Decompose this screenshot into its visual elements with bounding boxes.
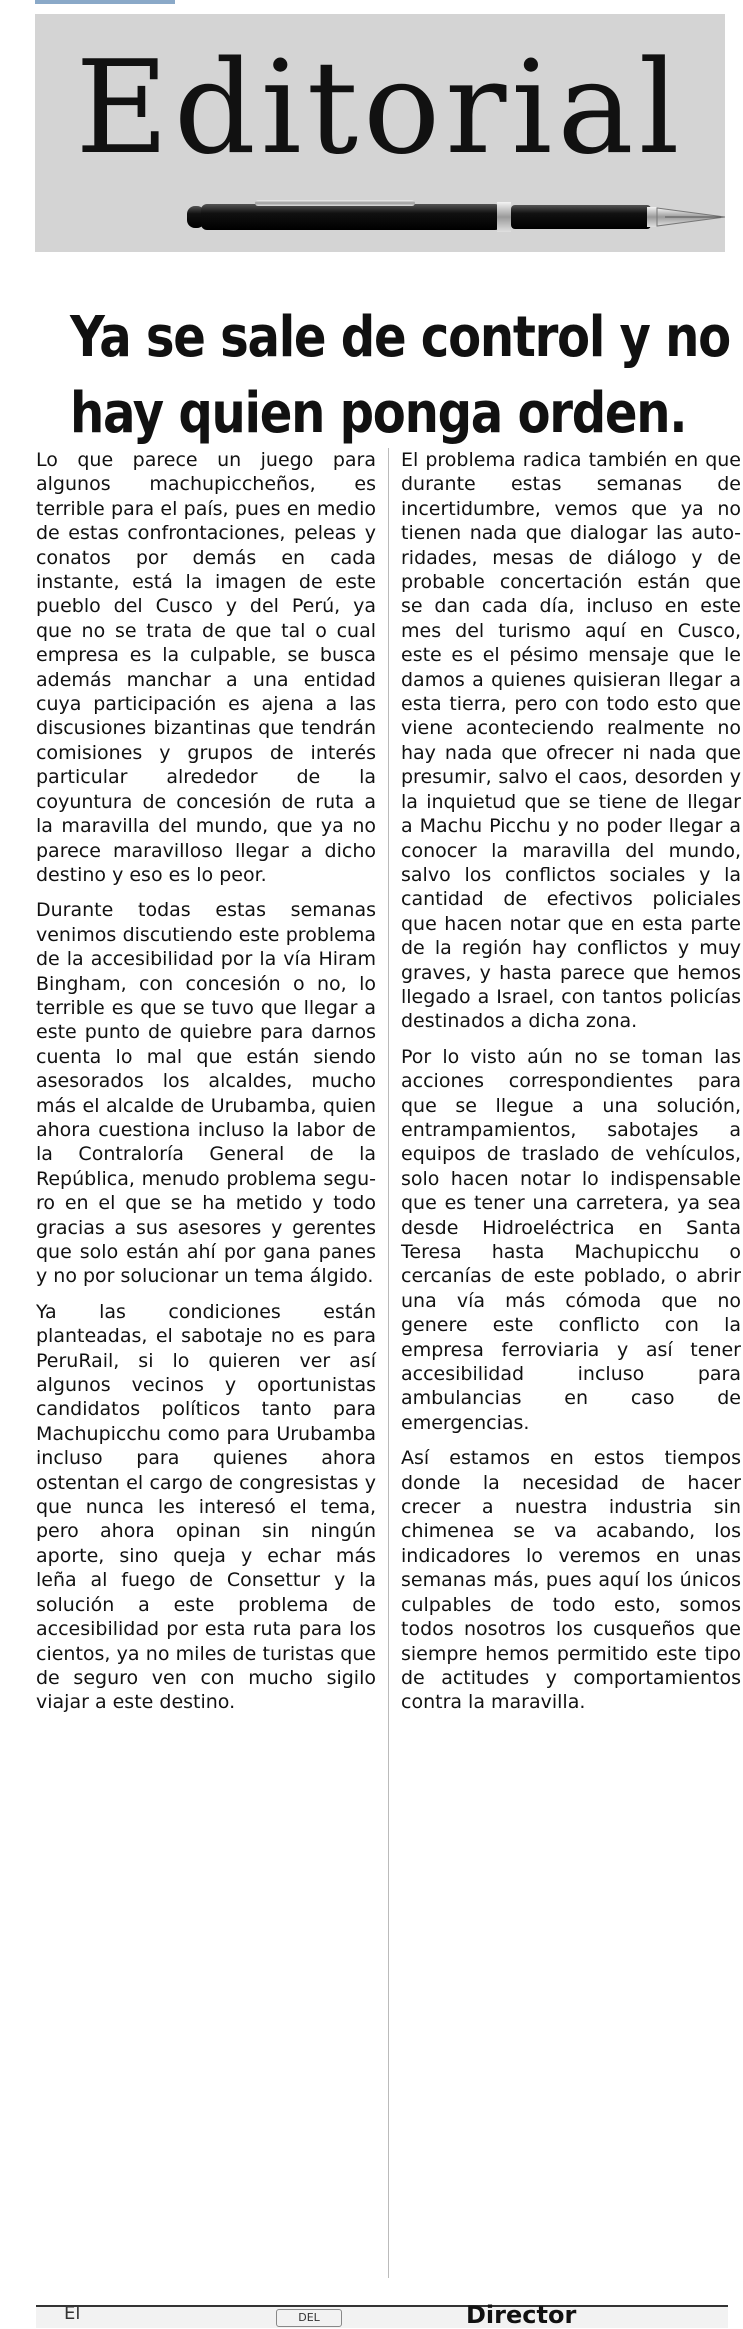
headline-line-2: hay quien ponga orden. xyxy=(70,380,687,446)
paragraph: Lo que parece un juego para algunos machupiccheños, es terrible para el país, pues en medio de estas confrontaciones, peleas y conatos por demás en cada instante, está la imagen de este pueblo del Cusco y del Perú, ya que no se trata de que tal o cual empresa es la culpable, se busca además manchar a una entidad cuya participación es ajena a las discusiones bizantinas que tendrán comisiones y grupos de interés particular alrededor de la coyuntura de concesión de ruta a la maravilla del mundo, que ya no parece maravilloso llegar a dicho destino y eso es lo peor. xyxy=(36,449,376,886)
footer-strip xyxy=(36,2301,728,2329)
footer-right-text: Director xyxy=(466,2301,577,2329)
editorial-banner xyxy=(35,14,725,252)
article-body xyxy=(36,448,741,2298)
paragraph: Por lo visto aún no se toman las acciones correspondientes para que se llegue a una solución, entrampamientos, sabotajes a equipos de traslado de vehículos, solo hacen notar lo indispensable que es tener una carretera, ya sea desde Hidroeléctrica en Santa Teresa hasta Machupicchu o cercanías de este poblado, o abrir una vía más cómoda que no genere este conflicto con la empresa ferroviaria y así tener accesibilidad incluso para ambulancias en caso de emergencias. xyxy=(401,1045,741,1434)
top-accent-line xyxy=(35,0,175,4)
section-title: Editorial xyxy=(75,34,685,183)
paragraph: El problema radica también en que durante estas semanas de incertidumbre, vemos que ya no tienen nada que dialogar las autoridades, mesas de diálogo y de probable concertación están que se dan cada día, incluso en este mes del turismo aquí en Cusco, este es el pésimo mensaje que le damos a quienes quisieran llegar a esta tierra, pero con todo esto que viene aconteciendo realmente no hay nada que ofrecer ni nada que presumir, salvo el caos, desorden y la inquietud que se tiene de llegar a Machu Picchu y no poder llegar a conocer la maravilla del mundo, salvo los conflictos sociales y la cantidad de efectivos policiales que hacen notar que en esta parte de la región hay conflictos y muy graves, y hasta parece que hemos llegado a Israel, con tantos policías destinados a dicha zona. xyxy=(401,449,741,1033)
left-column xyxy=(36,448,376,1726)
paragraph: Así estamos en estos tiempos donde la necesidad de hacer crecer a nuestra industria sin chimenea se va acabando, los indicadores lo veremos en unas semanas más, pues aquí los únicos culpables de todo esto, somos todos nosotros los cusqueños que siempre hemos permitido este tipo de actitudes y comportamientos contra la maravilla. xyxy=(401,1447,741,1714)
footer-box-label: DEL xyxy=(276,2309,342,2327)
headline-line-1: Ya se sale de control y no xyxy=(70,304,730,370)
column-divider xyxy=(388,448,389,2278)
paragraph: Ya las condiciones están planteadas, el sabotaje no es para PeruRail, si lo quieren ver así algunos vecinos y oportunistas candidatos políticos tanto para Machupicchu como para Urubamba incluso para quienes ahora ostentan el cargo de congresistas y que nunca les interesó el tema, pero ahora opinan sin ningún aporte, sino queja y echar más leña al fuego de Consettur y la solución a este problema de accesibilidad por esta ruta para los cientos, ya no miles de turistas que de seguro ven con mucho sigilo viajar a este destino. xyxy=(36,1300,376,1714)
paragraph: Durante todas estas semanas venimos discutiendo este problema de la accesibilidad por la vía Hiram Bingham, con concesión o no, lo terrible es que se tuvo que llegar a este punto de quiebre para darnos cuenta lo mal que están siendo asesorados los alcaldes, mucho más el alcalde de Urubamba, quien ahora cuestiona incluso la labor de la Contraloría General de la República, menudo problema seguro en el que se ha metido y todo gracias a sus asesores y gerentes que solo están ahí por gana panes y no por solucionar un tema álgido. xyxy=(36,899,376,1288)
right-column xyxy=(401,448,741,1726)
fountain-pen-icon xyxy=(185,192,725,242)
footer-left-text: El xyxy=(64,2303,81,2324)
headline xyxy=(70,300,730,452)
